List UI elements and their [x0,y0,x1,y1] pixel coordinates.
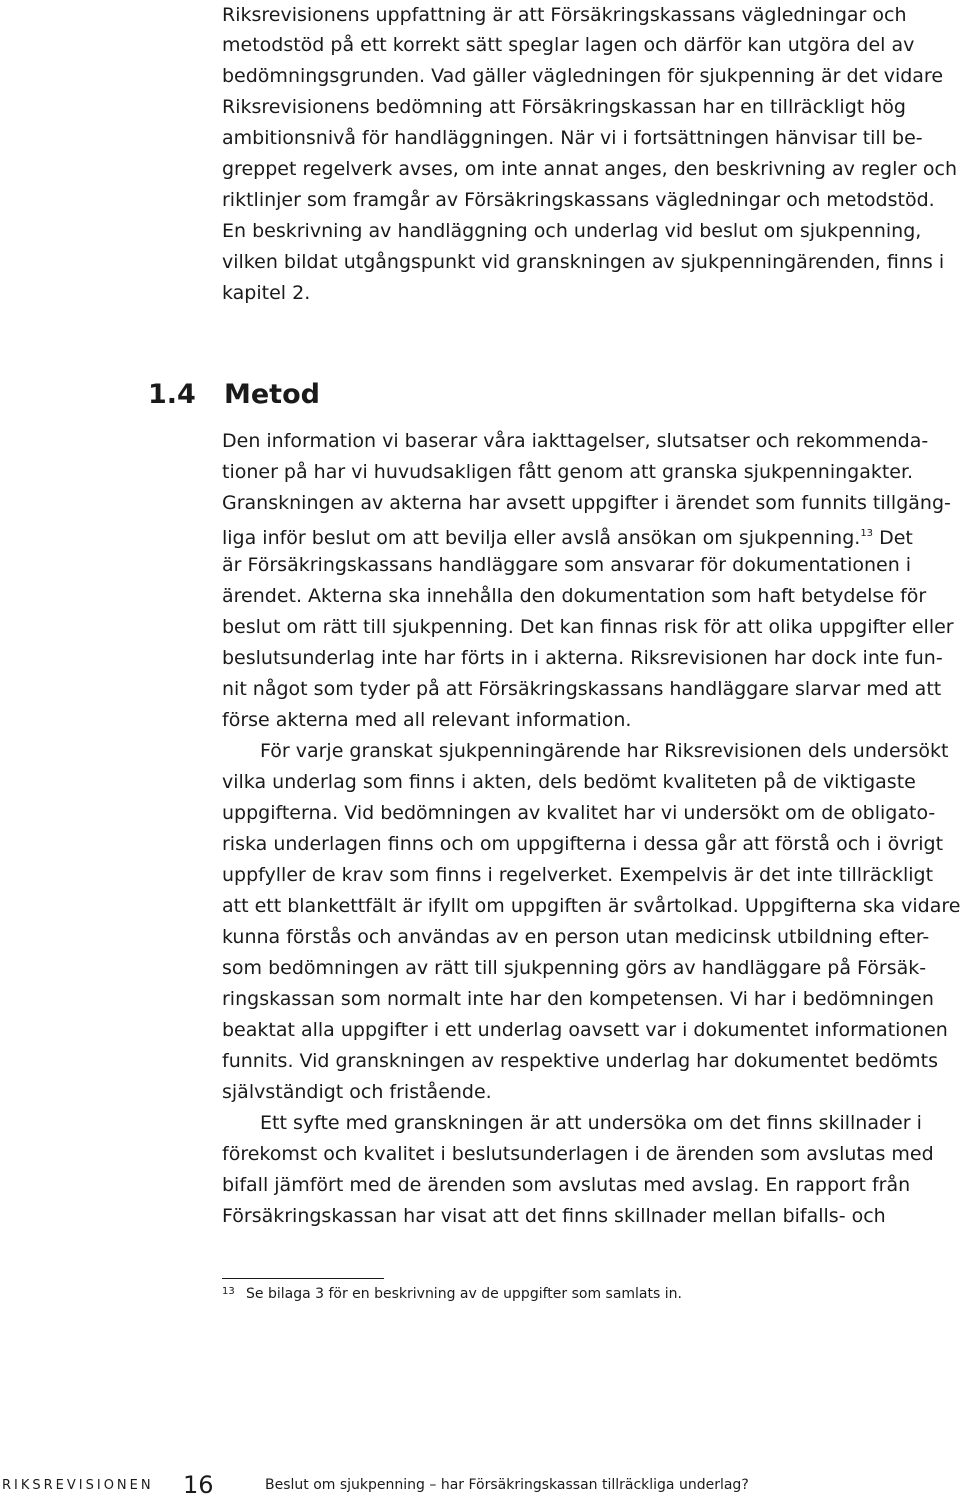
text-line: förse akterna med all relevant information. [222,709,632,731]
text-line: greppet regelverk avses, om inte annat anges, den beskrivning av regler och [222,158,958,180]
text-line: förekomst och kvalitet i beslutsunderlagen i de ärenden som avslutas med [222,1143,934,1165]
footnote-text: Se bilaga 3 för en beskrivning av de uppgifter som samlats in. [246,1286,682,1302]
text-line: att ett blankettfält är ifyllt om uppgiften är svårtolkad. Uppgifterna ska vidare [222,895,960,917]
footer-organization: RIKSREVISIONEN [2,1478,154,1493]
text-line: Riksrevisionens bedömning att Försäkringskassan har en tillräckligt hög [222,96,906,118]
text-line: metodstöd på ett korrekt sätt speglar lagen och därför kan utgöra del av [222,34,915,56]
footnote-ref[interactable]: 13 [860,528,874,539]
text-line: nit något som tyder på att Försäkringskassans handläggare slarvar med att [222,678,942,700]
text-line: tioner på har vi huvudsakligen fått genom att granska sjukpenningakter. [222,461,914,483]
text-line: beaktat alla uppgifter i ett underlag oavsett var i dokumentet informationen [222,1019,948,1041]
text-line: självständigt och fristående. [222,1081,492,1103]
text-fragment: Det [873,527,913,549]
text-line: ärendet. Akterna ska innehålla den dokumentation som haft betydelse för [222,585,927,607]
section-number: 1.4 [148,379,196,410]
text-line: vilka underlag som finns i akten, dels bedömt kvaliteten på de viktigaste [222,771,916,793]
section-title: Metod [224,379,320,410]
text-line: är Försäkringskassans handläggare som ansvarar för dokumentationen i [222,554,912,576]
text-line: funnits. Vid granskningen av respektive underlag har dokumentet bedömts [222,1050,939,1072]
text-line: Den information vi baserar våra iakttagelser, slutsatser och rekommenda- [222,430,929,452]
footnote-number: 13 [222,1286,235,1297]
text-line: ringskassan som normalt inte har den kompetensen. Vi har i bedömningen [222,988,934,1010]
text-line: kunna förstås och användas av en person utan medicinsk utbildning efter- [222,926,930,948]
text-line: uppfyller de krav som finns i regelverket. Exempelvis är det inte tillräckligt [222,864,934,886]
text-line: riktlinjer som framgår av Försäkringskassans vägledningar och metodstöd. [222,189,935,211]
text-line [222,519,913,553]
text-line: Riksrevisionens uppfattning är att Försäkringskassans vägledningar och [222,4,907,26]
text-line: kapitel 2. [222,282,311,304]
text-line: vilken bildat utgångspunkt vid granskningen av sjukpenningärenden, finns i [222,251,945,273]
text-line: som bedömningen av rätt till sjukpenning görs av handläggare på Försäk- [222,957,927,979]
text-line: bifall jämfört med de ärenden som avslutas med avslag. En rapport från [222,1174,911,1196]
text-line: beslutsunderlag inte har förts in i akterna. Riksrevisionen har dock inte fun- [222,647,943,669]
text-line: uppgifterna. Vid bedömningen av kvalitet har vi undersökt om de obligato- [222,802,936,824]
text-fragment: liga inför beslut om att bevilja eller avslå ansökan om sjukpenning. [222,527,861,549]
footer-report-title: Beslut om sjukpenning – har Försäkringskassan tillräckliga underlag? [265,1477,749,1493]
text-line: En beskrivning av handläggning och underlag vid beslut om sjukpenning, [222,220,922,242]
footnote-divider [222,1278,384,1279]
text-line: bedömningsgrunden. Vad gäller vägledningen för sjukpenning är det vidare [222,65,944,87]
text-line: Ett syfte med granskningen är att undersöka om det finns skillnader i [260,1112,922,1134]
page-number: 16 [183,1471,214,1499]
text-line: Granskningen av akterna har avsett uppgifter i ärendet som funnits tillgäng- [222,492,951,514]
text-line: beslut om rätt till sjukpenning. Det kan finnas risk för att olika uppgifter eller [222,616,954,638]
text-line: ambitionsnivå för handläggningen. När vi i fortsättningen hänvisar till be- [222,127,923,149]
text-line: Försäkringskassan har visat att det finns skillnader mellan bifalls- och [222,1205,886,1227]
text-line: riska underlagen finns och om uppgifterna i dessa går att förstå och i övrigt [222,833,944,855]
text-line: För varje granskat sjukpenningärende har Riksrevisionen dels undersökt [260,740,949,762]
